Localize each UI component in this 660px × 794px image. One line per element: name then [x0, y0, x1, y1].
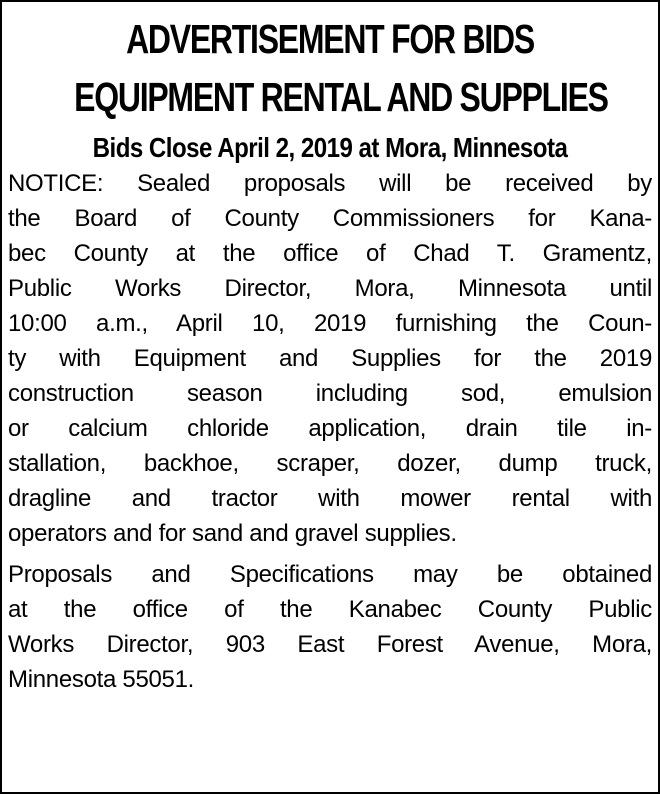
notice-line: stallation, backhoe, scraper, dozer, dump truck,: [8, 450, 652, 477]
proposals-line: Works Director, 903 East Forest Avenue, Mora,: [8, 631, 652, 658]
notice-line: ty with Equipment and Supplies for the 2019: [8, 345, 652, 372]
notice-line: bec County at the office of Chad T. Gramentz,: [8, 240, 652, 267]
notice-line: construction season including sod, emulsion: [8, 380, 652, 407]
notice-line: operators and for sand and gravel supplies.: [8, 520, 457, 547]
proposals-line: Minnesota 55051.: [8, 666, 195, 693]
proposals-paragraph: [8, 557, 652, 697]
notice-line: the Board of County Commissioners for Kana-: [8, 205, 652, 232]
body-text: [2, 166, 658, 697]
notice-line: 10:00 a.m., April 10, 2019 furnishing the Coun-: [8, 310, 652, 337]
notice-line: NOTICE: Sealed proposals will be received by: [8, 170, 652, 197]
title-line-2: EQUIPMENT RENTAL AND SUPPLIES: [74, 74, 608, 120]
title-line-1: ADVERTISEMENT FOR BIDS: [126, 16, 534, 62]
proposals-line: Proposals and Specifications may be obtained: [8, 561, 652, 588]
proposals-line: at the office of the Kanabec County Public: [8, 596, 652, 623]
heading: [2, 2, 658, 168]
notice-line: or calcium chloride application, drain tile in-: [8, 415, 652, 442]
subtitle: Bids Close April 2, 2019 at Mora, Minnesota: [92, 132, 568, 163]
notice-line: Public Works Director, Mora, Minnesota until: [8, 275, 652, 302]
notice-line: dragline and tractor with mower rental with: [8, 485, 652, 512]
notice-paragraph: [8, 166, 652, 551]
